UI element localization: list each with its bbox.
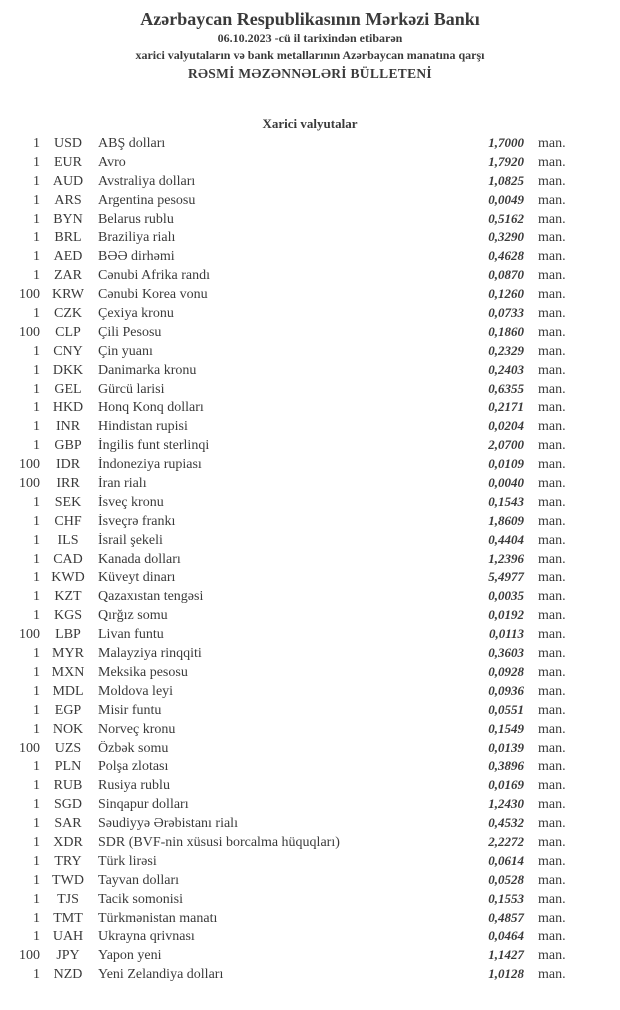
currency-code: SAR [54,816,82,832]
currency-code: TRY [54,853,82,869]
currency-rate: 0,2329 [488,342,524,358]
currency-rate: 2,0700 [488,437,524,453]
currency-code: RUB [53,778,83,794]
currency-name: Polşa zlotası [98,759,169,775]
currency-name: Cənubi Korea vonu [98,287,208,303]
currency-code: ARS [54,192,82,208]
rate-row [0,891,620,910]
currency-code: BRL [54,230,82,246]
unit-label: man. [538,967,566,983]
currency-code: DKK [52,362,84,378]
currency-name: Braziliya rialı [98,230,176,246]
currency-rate: 1,2396 [488,550,524,566]
currency-rate: 0,0614 [488,852,524,868]
unit-label: man. [538,797,566,813]
currency-quantity: 1 [33,967,40,983]
unit-label: man. [538,136,566,151]
currency-quantity: 1 [33,816,40,832]
currency-quantity: 1 [33,343,40,359]
currency-quantity: 1 [33,929,40,945]
currency-rate: 1,1427 [488,947,524,963]
currency-rate: 0,1549 [488,720,524,736]
currency-name: Argentina pesosu [98,192,196,208]
rate-row [0,154,620,173]
rate-row [0,740,620,759]
currency-name: Səudiyyə Ərəbistanı rialı [98,816,238,832]
currency-name: Küveyt dinarı [98,570,176,586]
rate-row [0,834,620,853]
unit-label: man. [538,249,566,265]
unit-label: man. [538,343,566,359]
currency-quantity: 1 [33,154,40,170]
currency-name: Kanada dolları [98,551,181,567]
currency-quantity: 1 [33,891,40,907]
currency-quantity: 1 [33,192,40,208]
unit-label: man. [538,910,566,926]
currency-rate: 1,0128 [488,966,524,982]
currency-name: Misir funtu [98,702,162,718]
currency-name: Hindistan rupisi [98,419,188,435]
rate-row [0,229,620,248]
unit-label: man. [538,211,566,227]
currency-code: ILS [57,532,79,548]
currency-name: Türk lirəsi [98,853,157,869]
rate-row [0,607,620,626]
currency-name: Belarus rublu [98,211,174,227]
unit-label: man. [538,740,566,756]
currency-rate: 0,0733 [488,305,524,321]
currency-rate: 0,6355 [488,380,524,396]
rate-row [0,664,620,683]
unit-label: man. [538,948,566,964]
currency-code: JPY [56,948,80,964]
unit-label: man. [538,570,566,586]
currency-quantity: 100 [19,948,40,964]
currency-code: IRR [56,476,80,492]
subject-line: xarici valyutaların və bank metallarının Azərbaycan manatına qarşı [135,48,485,62]
rate-row [0,456,620,475]
currency-quantity: 1 [33,759,40,775]
rate-row [0,777,620,796]
unit-label: man. [538,683,566,699]
currency-code: BYN [53,211,83,227]
rate-row [0,947,620,966]
currency-name: Avstraliya dolları [98,173,196,189]
currency-code: KRW [52,287,84,303]
currency-rate: 1,8609 [488,512,524,528]
rate-row [0,588,620,607]
currency-rate: 0,0040 [488,475,524,491]
currency-rate: 0,1860 [488,323,524,339]
currency-code: MXN [51,664,85,680]
currency-code: AED [53,249,83,265]
currency-quantity: 1 [33,438,40,454]
rate-row [0,758,620,777]
unit-label: man. [538,513,566,529]
currency-name: Ukrayna qrivnası [98,929,195,945]
rate-row [0,248,620,267]
currency-rate: 0,3896 [488,758,524,774]
currency-rate: 0,3290 [488,229,524,245]
currency-rate: 0,0528 [488,871,524,887]
currency-name: Sinqapur dolları [98,797,189,813]
currency-quantity: 1 [33,249,40,265]
currency-name: ABŞ dolları [98,136,166,151]
unit-label: man. [538,476,566,492]
rate-row [0,418,620,437]
currency-name: Gürcü larisi [98,381,165,397]
currency-rate: 0,0035 [488,588,524,604]
currency-rate: 1,2430 [488,796,524,812]
section-title-foreign-currencies: Xarici valyutalar [262,116,358,131]
rate-row [0,211,620,230]
currency-rate: 5,4977 [488,569,524,585]
currency-quantity: 1 [33,664,40,680]
rate-row [0,513,620,532]
unit-label: man. [538,287,566,303]
currency-code: CNY [53,343,83,359]
unit-label: man. [538,627,566,643]
currency-quantity: 1 [33,702,40,718]
currency-name: Danimarka kronu [98,362,197,378]
currency-rate: 0,0192 [488,607,524,623]
currency-rate: 0,2171 [488,399,524,415]
currency-name: Honq Konq dolları [98,400,204,416]
bulletin-header [0,0,620,83]
currency-code: UZS [54,740,82,756]
currency-code: ZAR [54,268,82,284]
currency-code: KGS [53,608,82,624]
rate-row [0,966,620,985]
currency-name: Rusiya rublu [98,778,170,794]
currency-code: HKD [52,400,84,416]
exchange-rates-table [0,135,620,985]
currency-name: Qırğız somu [98,608,168,624]
currency-quantity: 1 [33,646,40,662]
currency-quantity: 1 [33,683,40,699]
currency-code: TMT [53,910,83,926]
unit-label: man. [538,664,566,680]
unit-label: man. [538,419,566,435]
effective-date-line: 06.10.2023 -cü il tarixindən etibarən [217,31,403,45]
currency-code: XDR [53,834,83,850]
rate-row [0,910,620,929]
rate-row [0,324,620,343]
currency-quantity: 100 [19,476,40,492]
rate-row [0,381,620,400]
currency-name: Moldova leyi [98,683,174,699]
unit-label: man. [538,268,566,284]
currency-code: KZT [54,589,82,605]
rate-row [0,437,620,456]
currency-quantity: 1 [33,381,40,397]
unit-label: man. [538,608,566,624]
unit-label: man. [538,362,566,378]
currency-code: CAD [53,551,83,567]
currency-quantity: 1 [33,268,40,284]
currency-name: Livan funtu [98,627,164,643]
rate-row [0,192,620,211]
currency-name: SDR (BVF-nin xüsusi borcalma hüquqları) [98,834,340,850]
currency-name: İran rialı [98,476,147,492]
rate-row [0,135,620,154]
currency-rate: 0,1553 [488,890,524,906]
rate-row [0,305,620,324]
unit-label: man. [538,192,566,208]
rate-row [0,815,620,834]
rate-row [0,872,620,891]
currency-code: SEK [54,494,82,510]
currency-name: Cənubi Afrika randı [98,268,210,284]
rate-row [0,286,620,305]
currency-name: BƏƏ dirhəmi [98,249,175,265]
unit-label: man. [538,154,566,170]
currency-rate: 2,2272 [488,833,524,849]
unit-label: man. [538,721,566,737]
currency-name: İsveç kronu [98,494,164,510]
unit-label: man. [538,589,566,605]
currency-code: LBP [55,627,81,643]
unit-label: man. [538,929,566,945]
currency-code: EGP [54,702,82,718]
currency-quantity: 100 [19,324,40,340]
currency-quantity: 100 [19,740,40,756]
currency-quantity: 1 [33,230,40,246]
currency-quantity: 1 [33,551,40,567]
unit-label: man. [538,816,566,832]
unit-label: man. [538,438,566,454]
currency-quantity: 1 [33,494,40,510]
currency-name: Avro [98,154,126,170]
currency-rate: 0,0551 [488,701,524,717]
currency-name: Türkmənistan manatı [98,910,218,926]
unit-label: man. [538,381,566,397]
rate-row [0,267,620,286]
unit-label: man. [538,532,566,548]
currency-code: KWD [51,570,85,586]
currency-quantity: 1 [33,532,40,548]
rate-row [0,173,620,192]
currency-name: İngilis funt sterlinqi [98,438,210,454]
rate-row [0,362,620,381]
unit-label: man. [538,324,566,340]
currency-quantity: 100 [19,287,40,303]
currency-code: MDL [52,683,84,699]
currency-code: TWD [52,872,84,888]
rate-row [0,702,620,721]
currency-code: GBP [54,438,82,454]
currency-rate: 0,4404 [488,531,524,547]
currency-rate: 0,4857 [488,909,524,925]
currency-rate: 0,0936 [488,682,524,698]
currency-rate: 0,0109 [488,456,524,472]
currency-name: Çili Pesosu [98,324,162,340]
currency-code: AUD [52,173,84,189]
currency-name: Meksika pesosu [98,664,188,680]
currency-rate: 1,0825 [488,172,524,188]
currency-code: UAH [52,929,84,945]
bulletin-title: RƏSMİ MƏZƏNNƏLƏRİ BÜLLETENİ [187,66,432,81]
currency-rate: 0,0464 [488,928,524,944]
currency-quantity: 1 [33,362,40,378]
currency-rate: 0,0169 [488,777,524,793]
currency-rate: 0,4628 [488,248,524,264]
currency-name: Qazaxıstan tengəsi [98,589,204,605]
currency-name: Tacik somonisi [98,891,183,907]
currency-code: USD [53,136,82,151]
rate-row [0,683,620,702]
unit-label: man. [538,646,566,662]
currency-quantity: 1 [33,834,40,850]
currency-rate: 0,0204 [488,418,524,434]
currency-code: NOK [52,721,84,737]
unit-label: man. [538,494,566,510]
rate-row [0,475,620,494]
currency-code: NZD [53,967,83,983]
currency-code: CLP [55,324,81,340]
rate-row [0,626,620,645]
unit-label: man. [538,230,566,246]
currency-quantity: 100 [19,627,40,643]
currency-code: SGD [53,797,82,813]
currency-rate: 0,1260 [488,286,524,302]
currency-quantity: 1 [33,721,40,737]
currency-code: IDR [55,457,81,473]
unit-label: man. [538,551,566,567]
currency-name: İndoneziya rupiası [98,457,202,473]
currency-rate: 0,1543 [488,493,524,509]
currency-quantity: 1 [33,173,40,189]
currency-name: İsveçrə frankı [98,513,176,529]
currency-code: EUR [54,154,82,170]
rate-row [0,343,620,362]
currency-quantity: 1 [33,910,40,926]
currency-code: MYR [52,646,84,662]
unit-label: man. [538,778,566,794]
currency-name: Yeni Zelandiya dolları [98,967,224,983]
currency-name: Malayziya rinqqiti [98,646,202,662]
currency-quantity: 1 [33,419,40,435]
unit-label: man. [538,457,566,473]
currency-rate: 0,2403 [488,361,524,377]
currency-rate: 0,0139 [488,739,524,755]
unit-label: man. [538,400,566,416]
unit-label: man. [538,173,566,189]
rate-row [0,532,620,551]
unit-label: man. [538,891,566,907]
unit-label: man. [538,306,566,322]
currency-code: INR [55,419,81,435]
currency-quantity: 1 [33,570,40,586]
rate-row [0,928,620,947]
currency-quantity: 1 [33,400,40,416]
currency-quantity: 1 [33,136,40,151]
currency-quantity: 1 [33,589,40,605]
currency-quantity: 1 [33,872,40,888]
currency-name: Özbək somu [98,740,169,756]
currency-quantity: 1 [33,797,40,813]
rate-row [0,551,620,570]
currency-code: CHF [54,513,82,529]
rate-row [0,569,620,588]
currency-code: GEL [54,381,82,397]
rate-row [0,721,620,740]
currency-name: İsrail şekeli [98,532,163,548]
currency-quantity: 1 [33,608,40,624]
rate-row [0,853,620,872]
currency-name: Çin yuanı [98,343,153,359]
unit-label: man. [538,853,566,869]
currency-quantity: 100 [19,457,40,473]
currency-code: TJS [57,891,79,907]
currency-name: Tayvan dolları [98,872,180,888]
currency-rate: 0,5162 [488,210,524,226]
currency-name: Çexiya kronu [98,306,174,322]
rate-row [0,494,620,513]
currency-rate: 0,0870 [488,267,524,283]
rate-row [0,645,620,664]
unit-label: man. [538,702,566,718]
currency-quantity: 1 [33,306,40,322]
currency-rate: 0,0928 [488,663,524,679]
currency-rate: 1,7000 [488,135,524,150]
currency-rate: 0,3603 [488,645,524,661]
rate-row [0,399,620,418]
bank-title: Azərbaycan Respublikasının Mərkəzi Bankı [140,9,480,29]
currency-code: CZK [54,306,82,322]
currency-name: Yapon yeni [98,948,162,964]
currency-quantity: 1 [33,211,40,227]
unit-label: man. [538,759,566,775]
currency-rate: 0,0113 [488,626,524,642]
currency-name: Norveç kronu [98,721,176,737]
rate-row [0,796,620,815]
unit-label: man. [538,872,566,888]
currency-rate: 0,4532 [488,815,524,831]
currency-rate: 0,0049 [488,191,524,207]
currency-rate: 1,7920 [488,153,524,169]
unit-label: man. [538,834,566,850]
currency-code: PLN [54,759,82,775]
currency-quantity: 1 [33,513,40,529]
currency-quantity: 1 [33,778,40,794]
currency-quantity: 1 [33,853,40,869]
